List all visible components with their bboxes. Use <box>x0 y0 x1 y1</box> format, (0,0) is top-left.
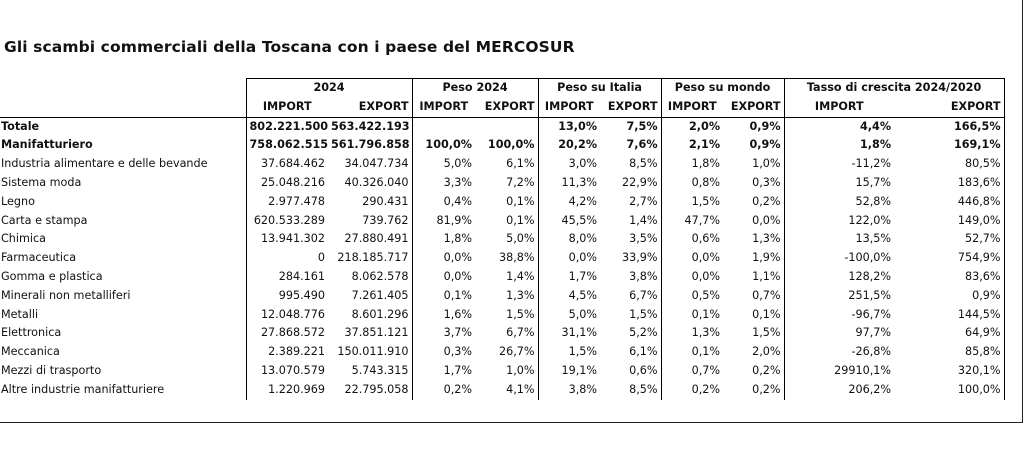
value-cell: 0,2% <box>723 381 784 400</box>
row-label: Carta e stampa <box>1 213 88 227</box>
value-cell: 100,0% <box>425 138 473 152</box>
value-cell: 1,5% <box>723 324 784 343</box>
value-cell: 149,0% <box>894 212 1004 231</box>
table-row <box>0 155 1004 174</box>
value-cell: 1,3% <box>723 230 784 249</box>
value-cell: 5,0% <box>443 157 473 171</box>
value-cell: 0,5% <box>691 288 721 302</box>
value-cell: 13.070.579 <box>246 362 328 381</box>
table-row <box>0 343 1004 362</box>
corner-cell <box>0 79 246 98</box>
value-cell: 97,7% <box>855 326 892 340</box>
value-cell: 0,7% <box>723 287 784 306</box>
value-cell: 0,0% <box>691 269 721 283</box>
value-cell: 8,5% <box>600 381 661 400</box>
value-cell: 183,6% <box>894 174 1004 193</box>
value-cell: 6,7% <box>475 324 538 343</box>
value-cell: 7.261.405 <box>328 287 412 306</box>
row-label: Legno <box>1 194 35 208</box>
value-cell: 0,3% <box>443 345 473 359</box>
value-cell: 320,1% <box>894 362 1004 381</box>
value-cell: 1,8% <box>443 232 473 246</box>
table-row <box>0 306 1004 325</box>
value-cell: 0,9% <box>894 287 1004 306</box>
table-row <box>0 362 1004 381</box>
value-cell: 1,3% <box>475 287 538 306</box>
value-cell: 26,7% <box>475 343 538 362</box>
value-cell: 2,0% <box>689 119 721 133</box>
table-row <box>0 249 1004 268</box>
table-row <box>0 212 1004 231</box>
value-cell: 0,0% <box>443 251 473 265</box>
value-cell: 758.062.515 <box>246 136 328 155</box>
value-cell: 0,1% <box>691 307 721 321</box>
corner-cell-sub <box>0 98 246 117</box>
row-label: Industria alimentare e delle bevande <box>1 157 208 171</box>
value-cell: 5,0% <box>475 230 538 249</box>
row-label: Manifatturiero <box>1 138 93 152</box>
row-label: Totale <box>1 119 40 133</box>
value-cell: 8,0% <box>568 232 598 246</box>
value-cell: 1,3% <box>691 326 721 340</box>
value-cell: 1,4% <box>600 212 661 231</box>
table-row <box>0 381 1004 400</box>
value-cell: 1,8% <box>691 157 721 171</box>
value-cell: 2,0% <box>723 343 784 362</box>
group-header-2024: 2024 <box>246 79 412 98</box>
value-cell: 0,1% <box>475 193 538 212</box>
row-label: Mezzi di trasporto <box>1 363 102 377</box>
value-cell: 0,0% <box>568 251 598 265</box>
value-cell: 19,1% <box>561 363 598 377</box>
table-row <box>0 174 1004 193</box>
value-cell: 754,9% <box>894 249 1004 268</box>
value-cell: 128,2% <box>848 269 892 283</box>
value-cell: 11,3% <box>561 175 598 189</box>
table-row <box>0 136 1004 155</box>
value-cell: 218.185.717 <box>328 249 412 268</box>
col-header-import: IMPORT <box>538 98 600 117</box>
col-header-export: EXPORT <box>475 98 538 117</box>
value-cell: 8.601.296 <box>328 306 412 325</box>
value-cell: 47,7% <box>684 213 721 227</box>
value-cell: 6,1% <box>475 155 538 174</box>
value-cell: 1,8% <box>860 138 892 152</box>
value-cell: 2,7% <box>600 193 661 212</box>
value-cell: 22.795.058 <box>328 381 412 400</box>
table-body <box>0 117 1004 399</box>
trade-table <box>0 78 1005 400</box>
value-cell: 33,9% <box>600 249 661 268</box>
value-cell: 12.048.776 <box>246 306 328 325</box>
value-cell: 100,0% <box>894 381 1004 400</box>
value-cell: 0,2% <box>691 382 721 396</box>
value-cell: 1,7% <box>443 363 473 377</box>
value-cell: 1,4% <box>475 268 538 287</box>
value-cell: 561.796.858 <box>328 136 412 155</box>
value-cell: 1,5% <box>568 345 598 359</box>
value-cell: 0,1% <box>723 306 784 325</box>
value-cell: 620.533.289 <box>246 212 328 231</box>
group-header-peso-italia: Peso su Italia <box>538 79 661 98</box>
table-row <box>0 230 1004 249</box>
value-cell: 1,9% <box>723 249 784 268</box>
value-cell: 81,9% <box>436 213 473 227</box>
value-cell: 122,0% <box>848 213 892 227</box>
value-cell: 4,5% <box>568 288 598 302</box>
value-cell: 0,8% <box>691 175 721 189</box>
col-header-import: IMPORT <box>784 98 894 117</box>
row-label: Gomma e plastica <box>1 269 103 283</box>
value-cell: 0,6% <box>691 232 721 246</box>
col-header-export: EXPORT <box>328 98 412 117</box>
value-cell: 0,6% <box>600 362 661 381</box>
value-cell: 1,5% <box>691 194 721 208</box>
value-cell: 0,1% <box>475 212 538 231</box>
row-label: Altre industrie manifatturiere <box>1 382 165 396</box>
value-cell: 1.220.969 <box>246 381 328 400</box>
row-label: Sistema moda <box>1 175 82 189</box>
col-header-import: IMPORT <box>412 98 475 117</box>
value-cell: 1,0% <box>723 155 784 174</box>
row-label: Elettronica <box>1 326 62 340</box>
sub-header-row <box>0 98 1004 117</box>
value-cell: 27.880.491 <box>328 230 412 249</box>
value-cell: 0,2% <box>443 382 473 396</box>
value-cell: 8.062.578 <box>328 268 412 287</box>
value-cell: 3,3% <box>443 175 473 189</box>
value-cell: 38,8% <box>475 249 538 268</box>
value-cell: 7,2% <box>475 174 538 193</box>
value-cell: 6,1% <box>600 343 661 362</box>
value-cell: 6,7% <box>600 287 661 306</box>
value-cell: 80,5% <box>894 155 1004 174</box>
col-header-import: IMPORT <box>661 98 723 117</box>
value-cell: 25.048.216 <box>246 174 328 193</box>
value-cell: 3,8% <box>568 382 598 396</box>
value-cell: 995.490 <box>246 287 328 306</box>
value-cell: 251,5% <box>848 288 892 302</box>
row-label: Metalli <box>1 307 39 321</box>
value-cell: 144,5% <box>894 306 1004 325</box>
value-cell: 45,5% <box>561 213 598 227</box>
col-header-import: IMPORT <box>246 98 328 117</box>
value-cell: 739.762 <box>328 212 412 231</box>
value-cell: 37.684.462 <box>246 155 328 174</box>
value-cell: 31,1% <box>561 326 598 340</box>
value-cell: 3,8% <box>600 268 661 287</box>
value-cell: 169,1% <box>894 136 1004 155</box>
value-cell: 0,4% <box>443 194 473 208</box>
value-cell: 27.868.572 <box>246 324 328 343</box>
value-cell: 0,9% <box>723 117 784 136</box>
value-cell: 446,8% <box>894 193 1004 212</box>
value-cell: 13,0% <box>558 119 598 133</box>
page-title: Gli scambi commerciali della Toscana con i paese del MERCOSUR <box>4 38 575 56</box>
table-row <box>0 193 1004 212</box>
value-cell: 52,8% <box>855 194 892 208</box>
value-cell <box>412 117 475 136</box>
value-cell: 1,5% <box>600 306 661 325</box>
value-cell: -11,2% <box>851 157 892 171</box>
table-row <box>0 117 1004 136</box>
value-cell: 0,1% <box>691 345 721 359</box>
value-cell: 0,0% <box>723 212 784 231</box>
group-header-peso-mondo: Peso su mondo <box>661 79 784 98</box>
value-cell: -96,7% <box>851 307 892 321</box>
value-cell: 7,5% <box>600 117 661 136</box>
value-cell: 0,1% <box>443 288 473 302</box>
value-cell: 563.422.193 <box>328 117 412 136</box>
value-cell: 15,7% <box>855 175 892 189</box>
value-cell: 64,9% <box>894 324 1004 343</box>
value-cell: 20,2% <box>558 138 598 152</box>
table-row <box>0 268 1004 287</box>
value-cell: 0,3% <box>723 174 784 193</box>
value-cell: 1,7% <box>568 269 598 283</box>
value-cell: 206,2% <box>848 382 892 396</box>
value-cell: -100,0% <box>844 251 892 265</box>
value-cell: 5,0% <box>568 307 598 321</box>
value-cell: 3,5% <box>600 230 661 249</box>
value-cell: 5.743.315 <box>328 362 412 381</box>
value-cell: -26,8% <box>851 345 892 359</box>
value-cell: 0,2% <box>723 362 784 381</box>
value-cell: 290.431 <box>328 193 412 212</box>
row-label: Farmaceutica <box>1 251 77 265</box>
group-header-tasso-crescita: Tasso di crescita 2024/2020 <box>784 79 1004 98</box>
value-cell: 4,4% <box>860 119 892 133</box>
group-header-row <box>0 79 1004 98</box>
value-cell: 3,0% <box>568 157 598 171</box>
value-cell: 0 <box>246 249 328 268</box>
value-cell: 100,0% <box>475 136 538 155</box>
value-cell: 13,5% <box>855 232 892 246</box>
value-cell: 52,7% <box>894 230 1004 249</box>
value-cell: 802.221.500 <box>246 117 328 136</box>
value-cell: 83,6% <box>894 268 1004 287</box>
value-cell: 5,2% <box>600 324 661 343</box>
table-row <box>0 324 1004 343</box>
value-cell: 1,6% <box>443 307 473 321</box>
value-cell: 0,9% <box>723 136 784 155</box>
group-header-peso-2024: Peso 2024 <box>412 79 538 98</box>
value-cell: 2,1% <box>689 138 721 152</box>
value-cell: 1,5% <box>475 306 538 325</box>
value-cell: 0,0% <box>691 251 721 265</box>
value-cell: 7,6% <box>600 136 661 155</box>
value-cell: 0,7% <box>691 363 721 377</box>
value-cell: 8,5% <box>600 155 661 174</box>
value-cell: 37.851.121 <box>328 324 412 343</box>
value-cell: 40.326.040 <box>328 174 412 193</box>
value-cell: 29910,1% <box>834 363 892 377</box>
col-header-export: EXPORT <box>894 98 1004 117</box>
value-cell: 13.941.302 <box>246 230 328 249</box>
value-cell: 3,7% <box>443 326 473 340</box>
value-cell: 2.389.221 <box>246 343 328 362</box>
value-cell: 4,1% <box>475 381 538 400</box>
value-cell: 2.977.478 <box>246 193 328 212</box>
value-cell: 0,2% <box>723 193 784 212</box>
row-label: Minerali non metalliferi <box>1 288 131 302</box>
row-label: Chimica <box>1 232 47 246</box>
col-header-export: EXPORT <box>600 98 661 117</box>
row-label: Meccanica <box>1 345 60 359</box>
col-header-export: EXPORT <box>723 98 784 117</box>
value-cell: 1,0% <box>475 362 538 381</box>
value-cell: 150.011.910 <box>328 343 412 362</box>
table-row <box>0 287 1004 306</box>
value-cell: 34.047.734 <box>328 155 412 174</box>
value-cell <box>475 117 538 136</box>
value-cell: 1,1% <box>723 268 784 287</box>
value-cell: 85,8% <box>894 343 1004 362</box>
value-cell: 0,0% <box>443 269 473 283</box>
value-cell: 284.161 <box>246 268 328 287</box>
value-cell: 4,2% <box>568 194 598 208</box>
value-cell: 166,5% <box>894 117 1004 136</box>
value-cell: 22,9% <box>600 174 661 193</box>
